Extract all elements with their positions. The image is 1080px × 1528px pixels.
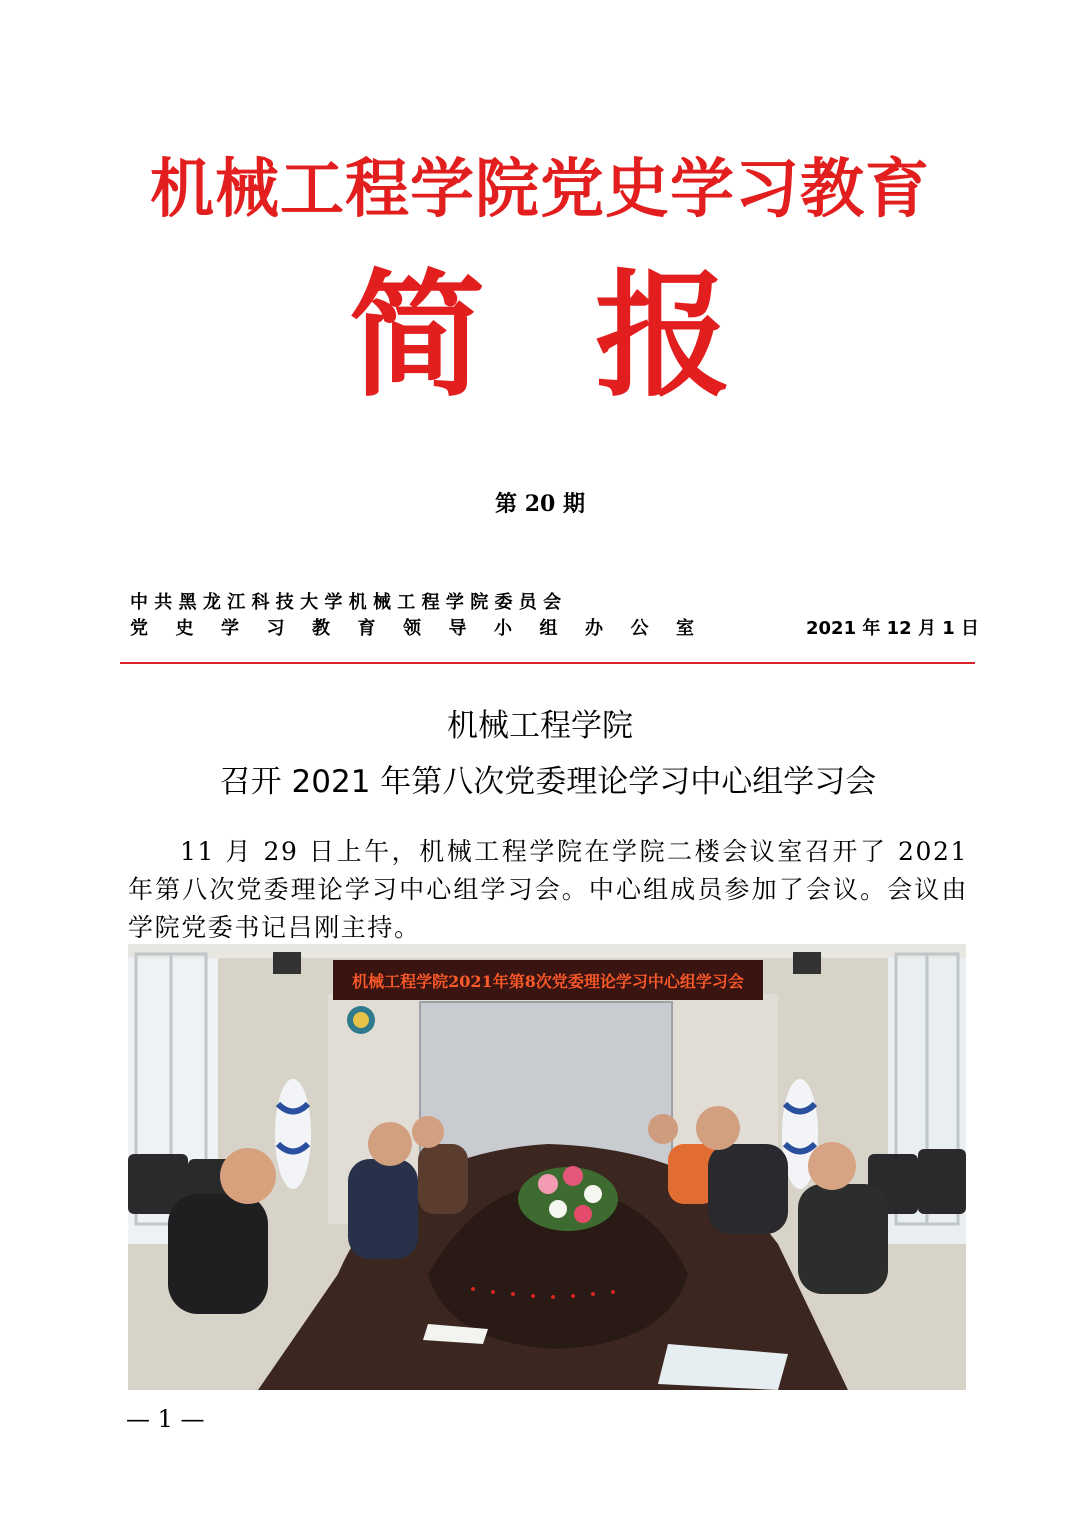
issue-date: 2021 年 12 月 1 日 bbox=[806, 618, 980, 639]
article-title-line-1: 机械工程学院 bbox=[447, 708, 633, 744]
issue-number: 第 20 期 bbox=[495, 491, 585, 517]
issuer-line-2: 党史学习教育领导小组办公室 bbox=[130, 618, 722, 639]
masthead-title: 机械工程学院党史学习教育 bbox=[150, 152, 930, 227]
header-divider bbox=[120, 662, 975, 664]
briefing-heading bbox=[0, 258, 1080, 416]
meeting-photo-illustration bbox=[128, 944, 966, 1390]
briefing-char-2: 报 bbox=[595, 258, 731, 416]
page-number: — 1 — bbox=[126, 1405, 205, 1433]
issuer-line-1: 中共黑龙江科技大学机械工程学院委员会 bbox=[130, 592, 568, 613]
meeting-photo bbox=[128, 944, 966, 1390]
briefing-char-1: 简 bbox=[349, 258, 485, 416]
article-title-line-2: 召开 2021 年第八次党委理论学习中心组学习会 bbox=[219, 764, 877, 800]
led-banner-text: 机械工程学院2021年第8次党委理论学习中心组学习会 bbox=[352, 972, 744, 991]
article-paragraph: 11 月 29 日上午，机械工程学院在学院二楼会议室召开了 2021 年第八次党委理论学习中心组学习会。中心组成员参加了会议。会议由学院党委书记吕刚主持。 bbox=[128, 837, 968, 942]
